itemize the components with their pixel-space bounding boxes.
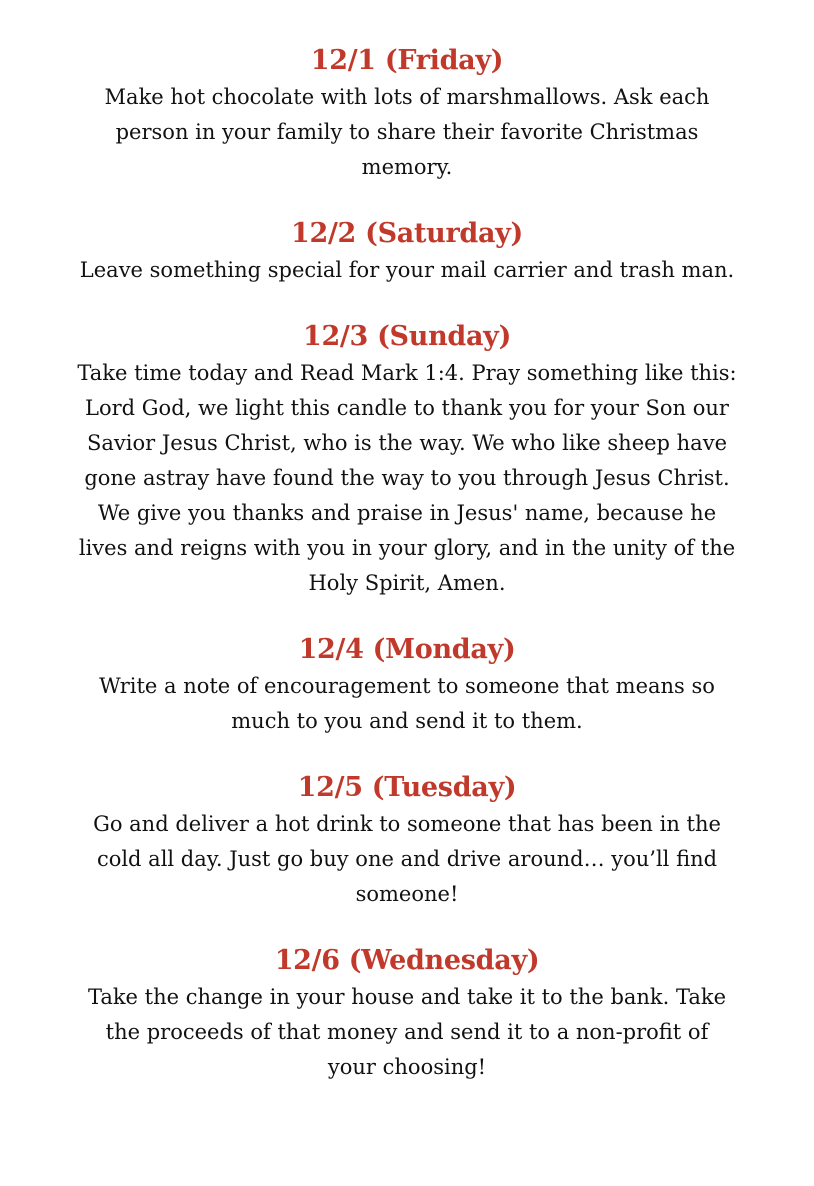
text-line: Take time today and Read Mark 1:4. Pray something like this: bbox=[77, 361, 737, 385]
text-line: your choosing! bbox=[327, 1055, 487, 1079]
day-heading: 12/6 (Wednesday) bbox=[274, 945, 540, 976]
day-description bbox=[40, 980, 774, 1085]
day-description bbox=[40, 669, 774, 739]
text-line: Take the change in your house and take it to the bank. Take bbox=[87, 985, 727, 1009]
text-line: memory. bbox=[361, 155, 453, 179]
day-description bbox=[40, 80, 774, 185]
day-heading: 12/3 (Sunday) bbox=[302, 321, 512, 352]
text-line: Go and deliver a hot drink to someone that has been in the bbox=[93, 812, 721, 836]
day-entry-dec-6 bbox=[40, 942, 774, 1085]
day-entry-dec-5 bbox=[40, 769, 774, 912]
day-description bbox=[40, 253, 774, 288]
day-heading: 12/4 (Monday) bbox=[298, 634, 516, 665]
text-line: Make hot chocolate with lots of marshmallows. Ask each bbox=[104, 85, 710, 109]
text-line: person in your family to share their favorite Christmas bbox=[115, 120, 699, 144]
text-line: Write a note of encouragement to someone that means so bbox=[99, 674, 715, 698]
day-heading: 12/2 (Saturday) bbox=[290, 218, 524, 249]
day-entry-dec-3 bbox=[40, 318, 774, 601]
text-line: cold all day. Just go buy one and drive around… you’ll find bbox=[96, 847, 718, 871]
text-line: Lord God, we light this candle to thank you for your Son our bbox=[85, 396, 729, 420]
text-line: Leave something special for your mail carrier and trash man. bbox=[79, 258, 735, 282]
text-line: We give you thanks and praise in Jesus' name, because he bbox=[97, 501, 717, 525]
text-line: the proceeds of that money and send it to a non-profit of bbox=[105, 1020, 709, 1044]
day-heading: 12/5 (Tuesday) bbox=[297, 772, 517, 803]
advent-activity-list bbox=[40, 42, 774, 1115]
day-entry-dec-1 bbox=[40, 42, 774, 185]
day-heading: 12/1 (Friday) bbox=[310, 45, 504, 76]
text-line: Holy Spirit, Amen. bbox=[308, 571, 506, 595]
text-line: much to you and send it to them. bbox=[231, 709, 583, 733]
day-entry-dec-2 bbox=[40, 215, 774, 288]
day-description bbox=[40, 807, 774, 912]
day-entry-dec-4 bbox=[40, 631, 774, 739]
day-description bbox=[40, 356, 774, 601]
text-line: gone astray have found the way to you through Jesus Christ. bbox=[84, 466, 730, 490]
text-line: Savior Jesus Christ, who is the way. We who like sheep have bbox=[87, 431, 727, 455]
text-line: lives and reigns with you in your glory, and in the unity of the bbox=[78, 536, 736, 560]
text-line: someone! bbox=[355, 882, 459, 906]
